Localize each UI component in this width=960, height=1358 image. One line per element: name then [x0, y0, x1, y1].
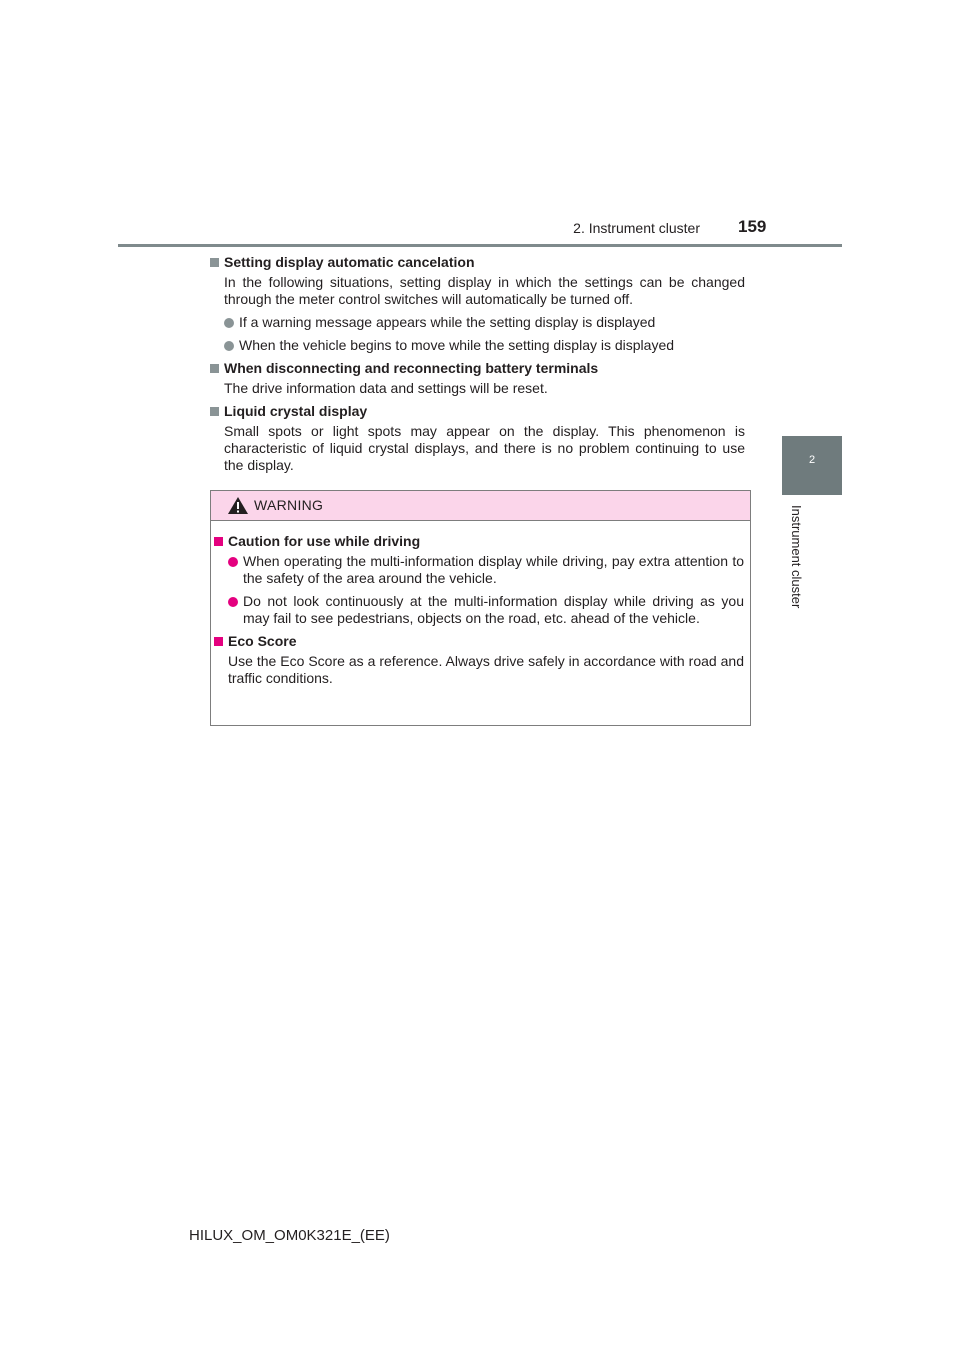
circle-bullet-icon [228, 557, 238, 567]
square-bullet-icon [214, 537, 223, 546]
section-heading: When disconnecting and reconnecting battery terminals [210, 360, 745, 377]
section-setting-display [210, 254, 745, 354]
square-bullet-icon [210, 258, 219, 267]
chapter-tab[interactable] [782, 436, 842, 495]
section-paragraph: Small spots or light spots may appear on the display. This phenomenon is characteristic of liquid crystal displays, and there is no problem continuing to use the display. [224, 423, 745, 473]
warning-title: WARNING [254, 497, 324, 513]
section-liquid-crystal [210, 403, 745, 474]
warning-body [211, 521, 750, 687]
warning-header [211, 491, 750, 521]
circle-bullet-icon [224, 318, 234, 328]
list-item: When the vehicle begins to move while the setting display is displayed [224, 337, 745, 354]
warning-triangle-icon [227, 496, 249, 515]
chapter-label: Instrument cluster [789, 505, 804, 609]
warning-list-item: When operating the multi-information display while driving, pay extra attention to the safety of the area around the vehicle. [228, 553, 744, 587]
chapter-side-label [786, 505, 806, 625]
warning-list-item: Do not look continuously at the multi-information display while driving as you may fail to see pedestrians, objects on the road, etc. ahead of the vehicle. [228, 593, 744, 627]
section-heading: Liquid crystal display [210, 403, 745, 420]
section-paragraph: The drive information data and settings will be reset. [224, 380, 548, 396]
main-content [210, 254, 745, 480]
circle-bullet-icon [224, 341, 234, 351]
document-code: HILUX_OM_OM0K321E_(EE) [189, 1227, 390, 1244]
page-number: 159 [738, 217, 767, 236]
square-bullet-icon [210, 407, 219, 416]
list-item: If a warning message appears while the setting display is displayed [224, 314, 745, 331]
warning-box [210, 490, 751, 726]
warning-item-heading: Eco Score [214, 633, 744, 650]
section-paragraph: In the following situations, setting display in which the settings can be changed through the meter control switches will automatically be turned off. [224, 274, 745, 307]
square-bullet-icon [214, 637, 223, 646]
section-title: 2. Instrument cluster [573, 220, 700, 236]
section-battery-terminals [210, 360, 745, 397]
square-bullet-icon [210, 364, 219, 373]
chapter-number: 2 [808, 454, 816, 466]
section-heading: Setting display automatic cancelation [210, 254, 745, 271]
header-rule [118, 244, 842, 247]
warning-paragraph: Use the Eco Score as a reference. Always drive safely in accordance with road and traffic conditions. [228, 653, 744, 686]
circle-bullet-icon [228, 597, 238, 607]
warning-item-heading: Caution for use while driving [214, 533, 744, 550]
